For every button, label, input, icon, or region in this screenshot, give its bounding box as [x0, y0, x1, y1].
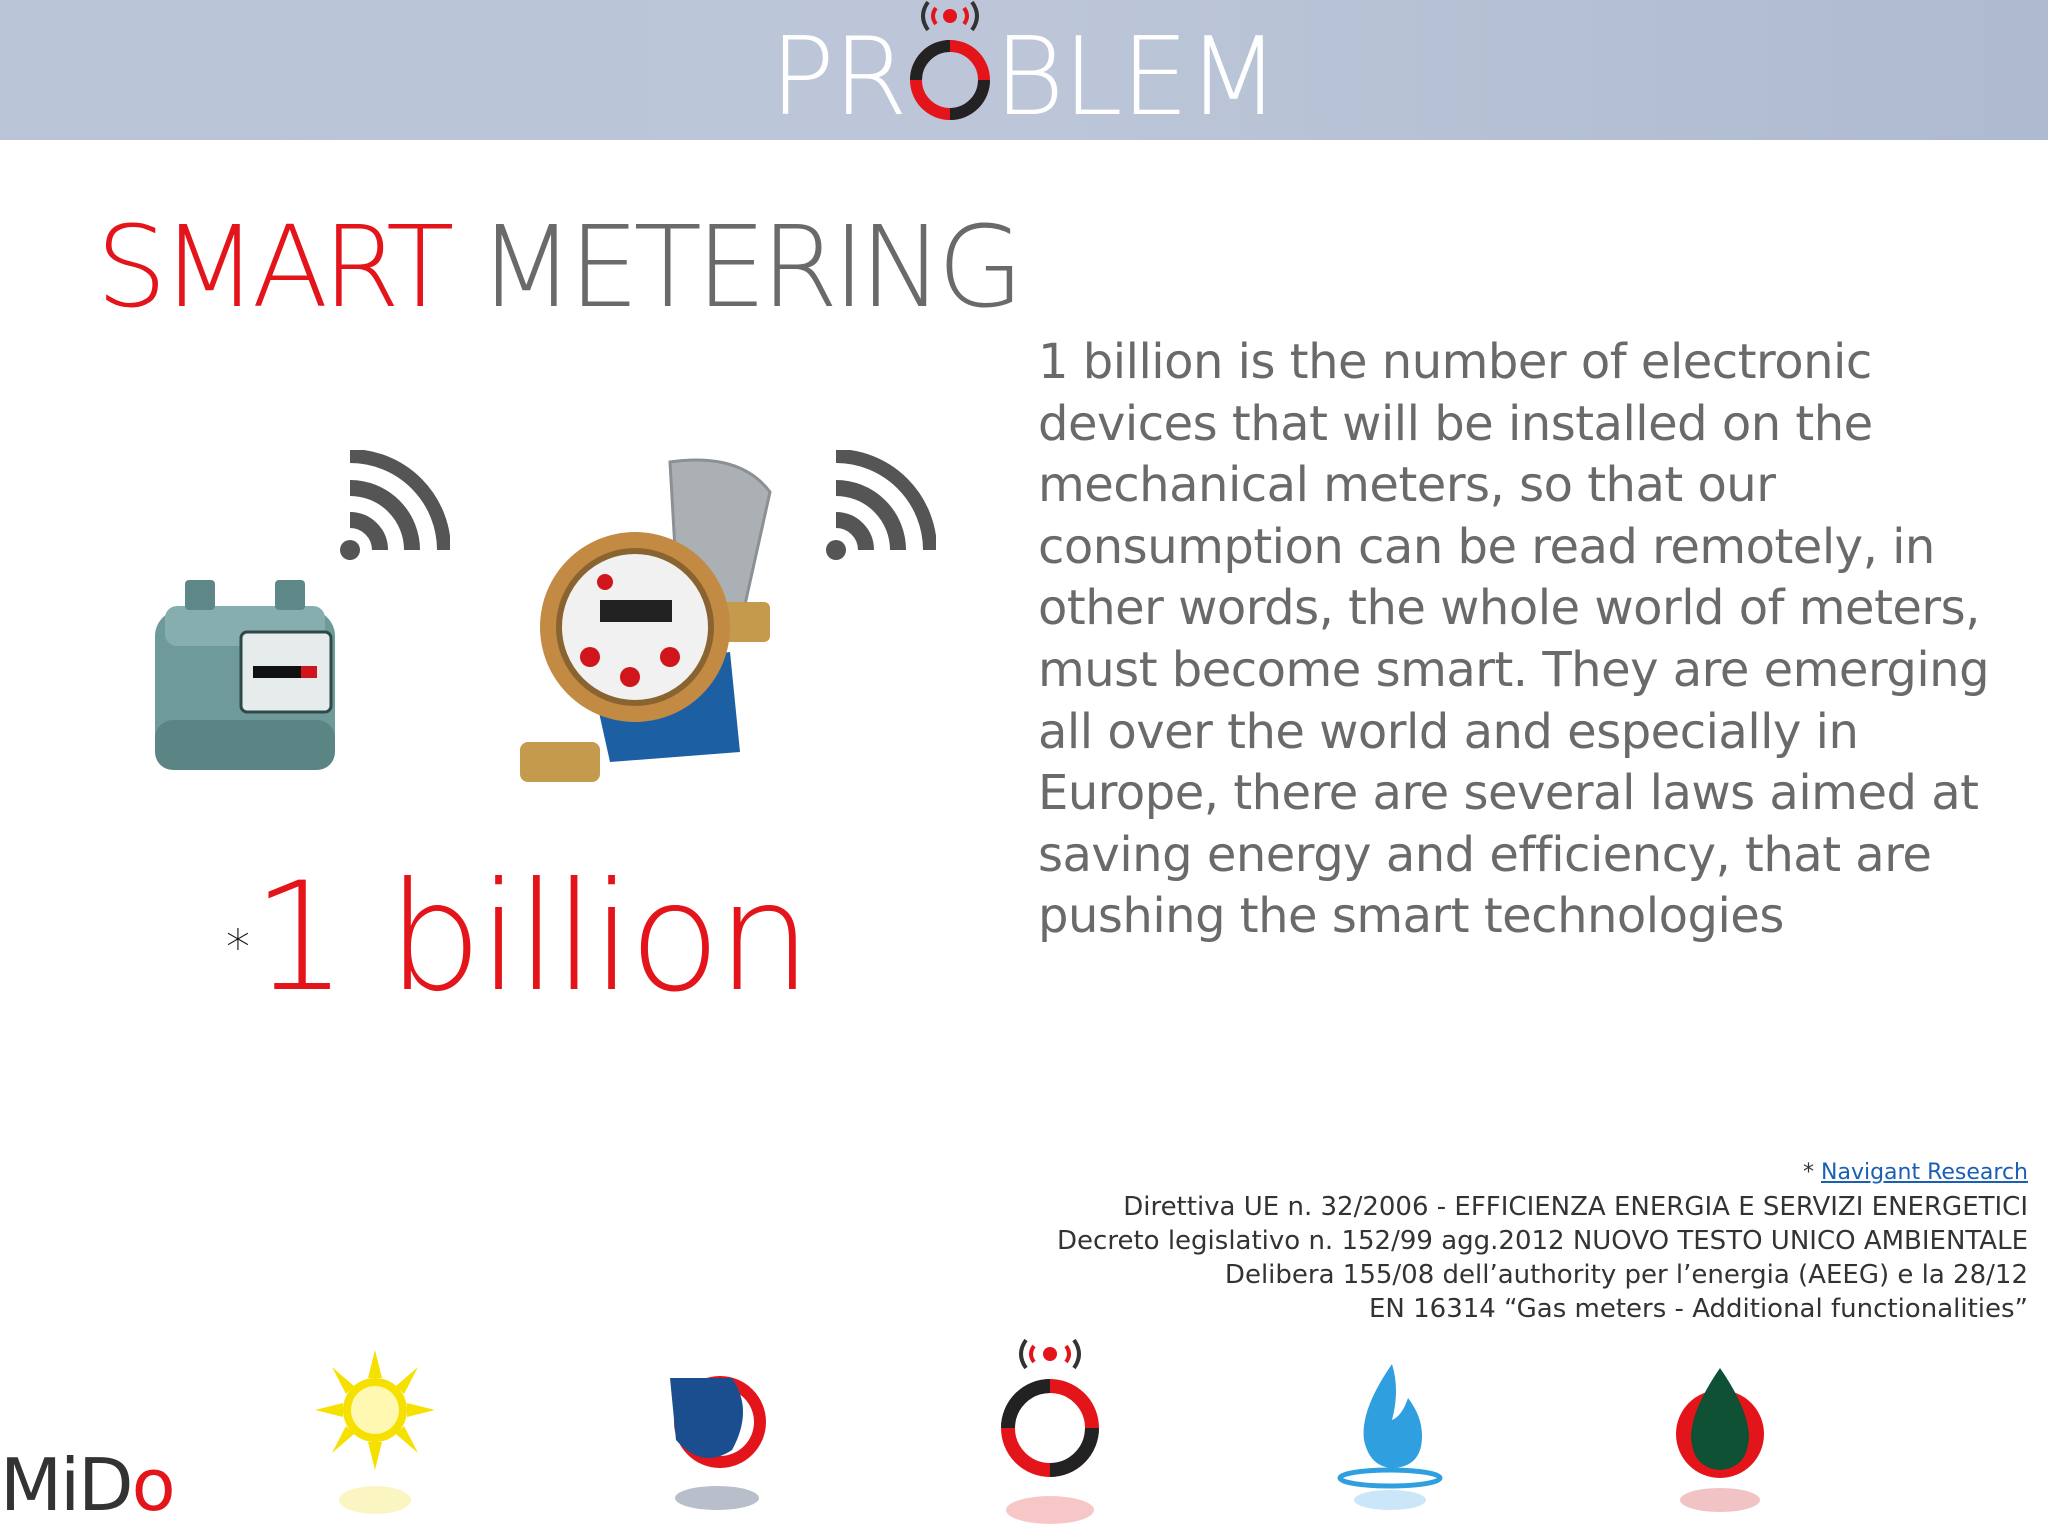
- reference-line: Decreto legislativo n. 152/99 agg.2012 NUOVO TESTO UNICO AMBIENTALE: [1057, 1226, 2028, 1256]
- stat-asterisk: *: [226, 920, 246, 976]
- logo-text-o: o: [131, 1443, 174, 1527]
- source-prefix: *: [1803, 1160, 1821, 1185]
- references: [828, 1156, 2028, 1326]
- section-title: [96, 203, 1019, 333]
- mido-logo: [0, 1440, 174, 1530]
- source-line: [828, 1156, 2028, 1190]
- water-drop-icon: [1330, 1360, 1450, 1520]
- description-text: 1 billion is the number of electronic devices that will be installed on the mechanical meters, so that our consumption can be read remotely, in other words, the whole world of meters, must become smart. They are emerging all over the world and especially in Europe, there are several laws aimed at saving energy and efficiency, that are pushing the smart technologies: [1038, 334, 1990, 945]
- wifi-signal-icon: [330, 450, 450, 570]
- sun-icon: [310, 1350, 440, 1520]
- gas-meter-icon: [145, 570, 345, 785]
- reference-line: EN 16314 “Gas meters - Additional functionalities”: [1368, 1294, 2028, 1324]
- smart-meter-icon: [990, 1332, 1110, 1532]
- reference-line: Direttiva UE n. 32/2006 - EFFICIENZA ENERGIA E SERVIZI ENERGETICI: [1123, 1192, 2028, 1222]
- logo-text-main: MiD: [0, 1443, 132, 1527]
- source-link[interactable]: Navigant Research: [1821, 1160, 2028, 1185]
- oil-drop-icon: [1665, 1360, 1775, 1520]
- header-title-part1: PR: [769, 15, 906, 140]
- header-title-part2: BLEM: [993, 15, 1279, 140]
- water-meter-icon: [520, 452, 790, 792]
- wifi-signal-icon: [816, 450, 936, 570]
- electricity-icon: [662, 1370, 772, 1520]
- header-title: [0, 15, 2048, 140]
- title-metering: METERING: [478, 203, 1019, 333]
- problem-logo-o-icon: [906, 24, 994, 120]
- title-smart: SMART: [96, 203, 449, 333]
- stat-value: [226, 851, 808, 1025]
- stat-number: 1 billion: [252, 851, 808, 1025]
- reference-line: Delibera 155/08 dell’authority per l’energia (AEEG) e la 28/12: [1224, 1260, 2028, 1290]
